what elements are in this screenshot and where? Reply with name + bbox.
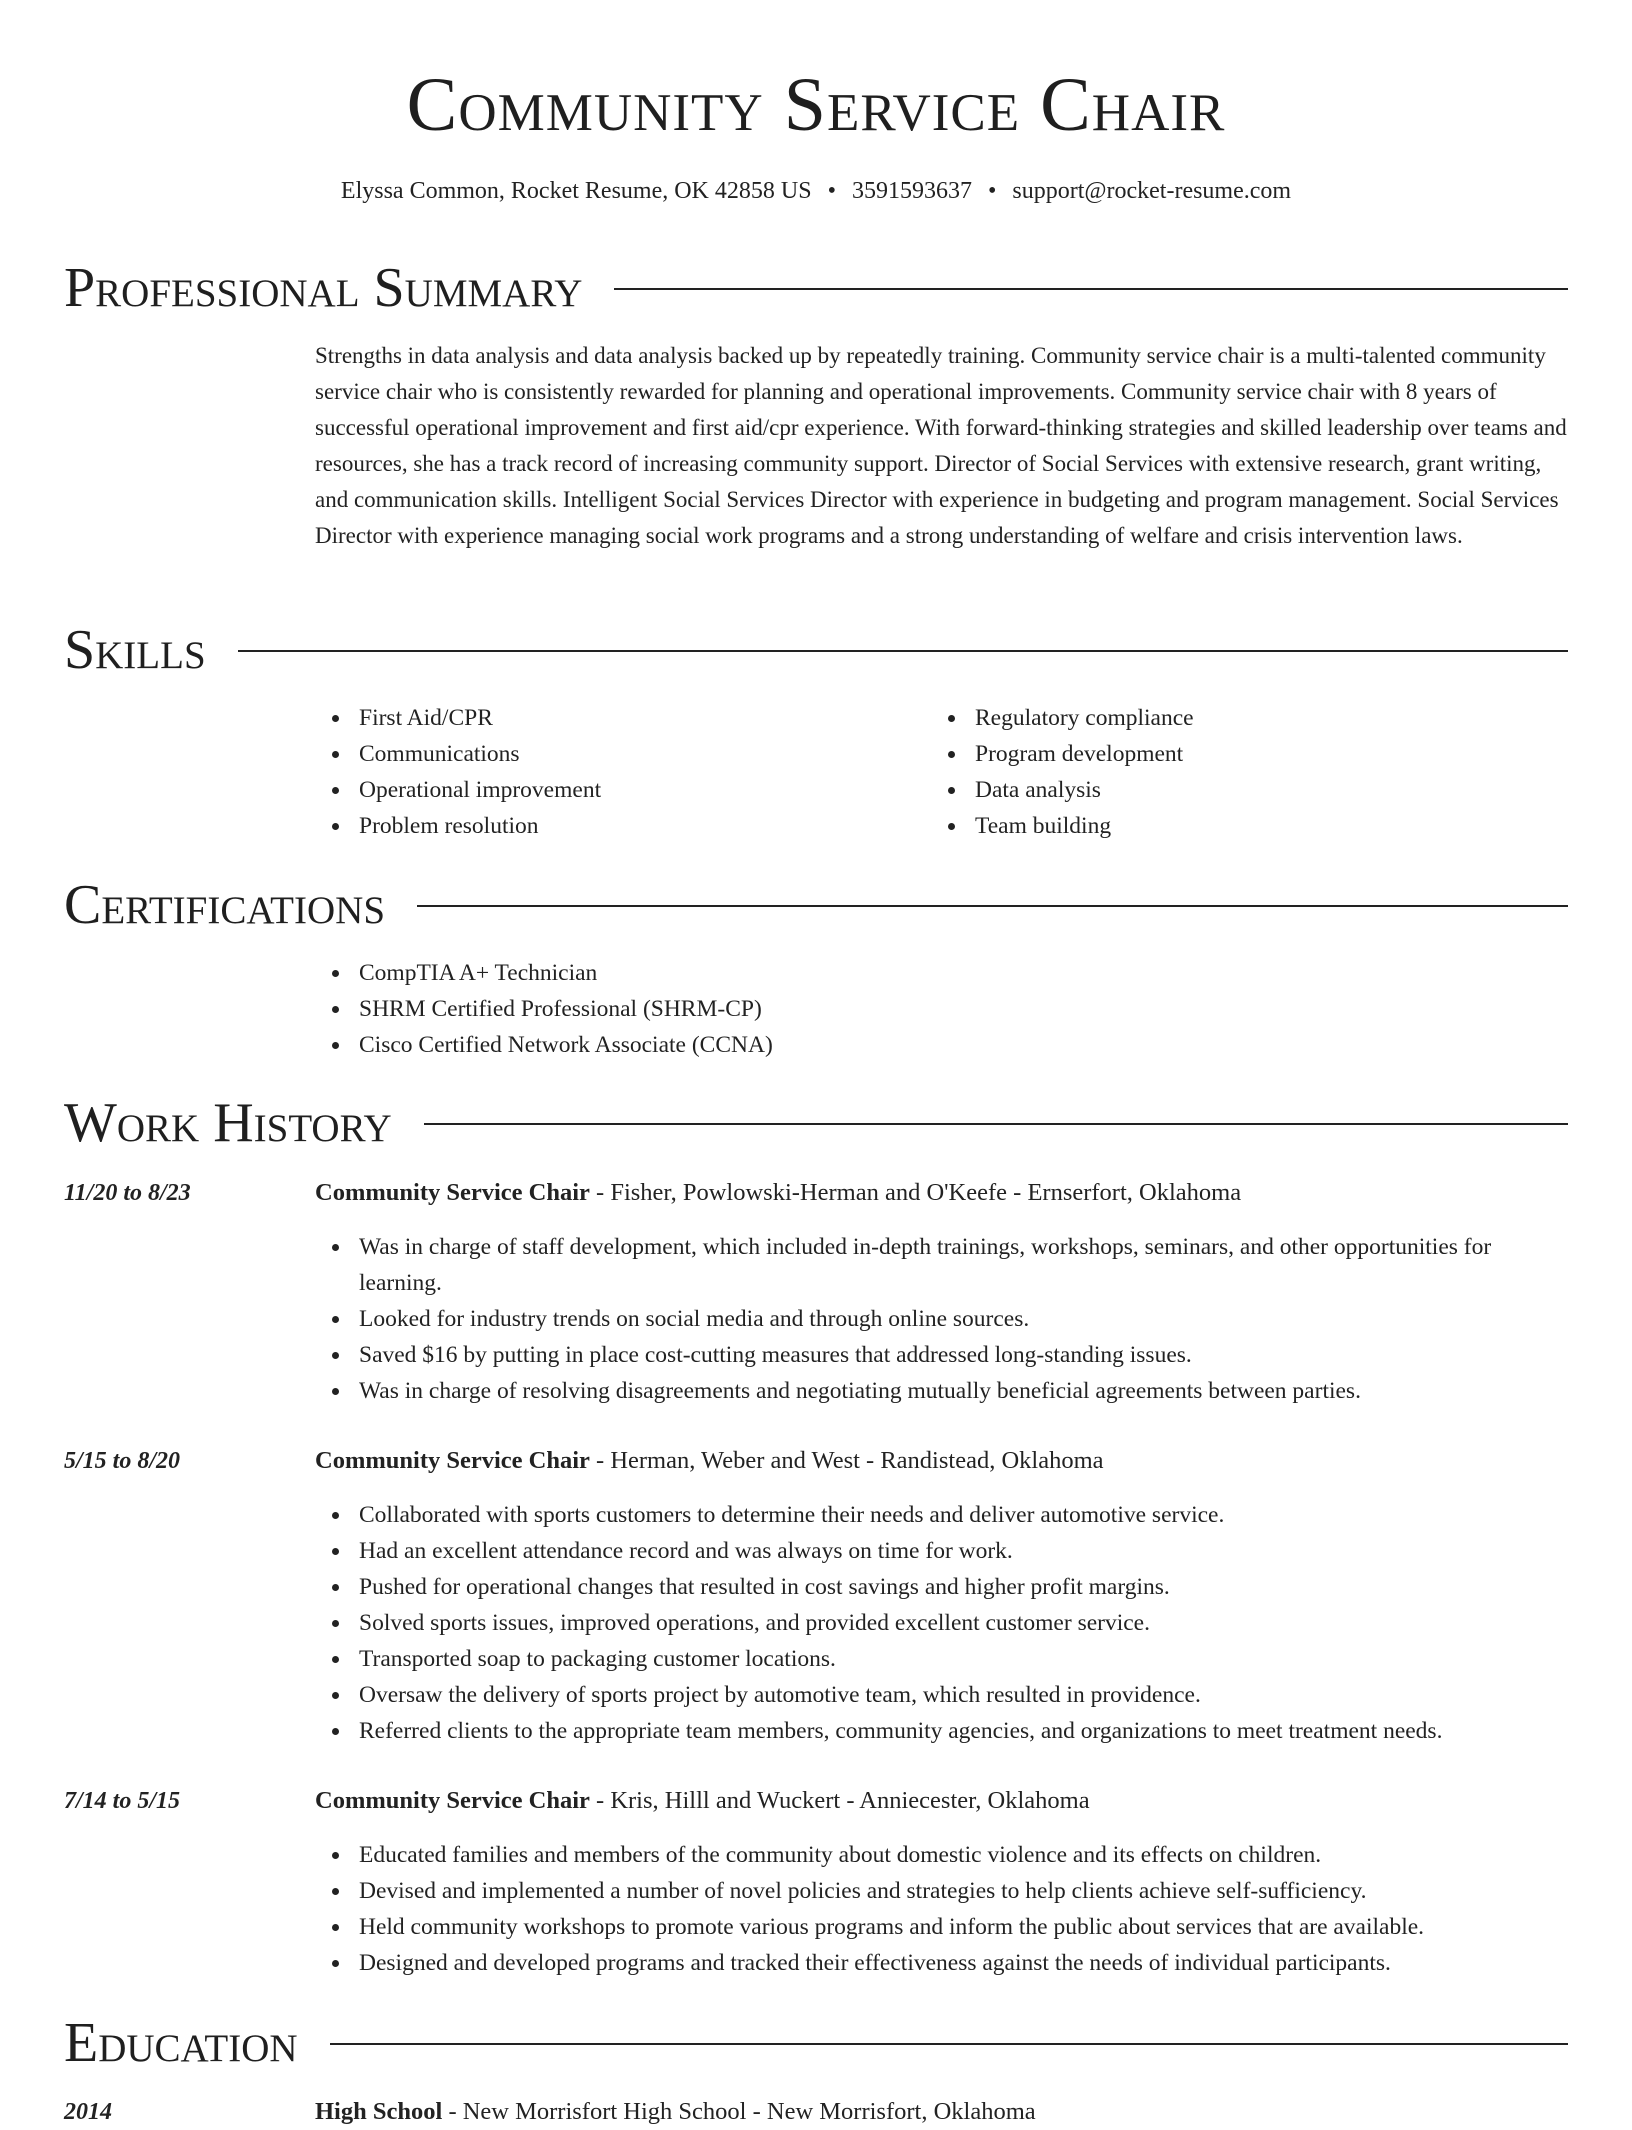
skill-item: Problem resolution [315, 808, 915, 844]
section-header-summary [64, 256, 1568, 320]
contact-separator: • [987, 178, 997, 204]
skill-item: Regulatory compliance [931, 700, 1531, 736]
certification-item: SHRM Certified Professional (SHRM-CP) [315, 991, 1565, 1027]
responsibility-item: Devised and implemented a number of novel policies and strategies to help clients achieve self-sufficiency. [315, 1873, 1575, 1909]
skill-item: Data analysis [931, 772, 1531, 808]
section-divider [330, 2043, 1568, 2045]
section-title: Education [64, 2012, 298, 2074]
responsibility-item: Had an excellent attendance record and was always on time for work. [315, 1533, 1575, 1569]
section-divider [238, 650, 1568, 652]
job-role: Community Service Chair [315, 1179, 590, 1206]
certification-item: Cisco Certified Network Associate (CCNA) [315, 1027, 1565, 1063]
responsibility-item: Was in charge of resolving disagreements and negotiating mutually beneficial agreements between parties. [315, 1373, 1575, 1409]
job-role: Community Service Chair [315, 1787, 590, 1814]
contact-email: support@rocket-resume.com [1012, 178, 1292, 204]
responsibility-item: Educated families and members of the community about domestic violence and its effects on children. [315, 1837, 1575, 1873]
section-header-education [64, 2011, 1568, 2075]
job-responsibilities [315, 1497, 1575, 1749]
skill-item: First Aid/CPR [315, 700, 915, 736]
section-title: Professional Summary [64, 257, 583, 319]
responsibility-item: Transported soap to packaging customer locations. [315, 1641, 1575, 1677]
job-employer: - Herman, Weber and West - Randistead, Oklahoma [589, 1447, 1104, 1474]
skill-item: Team building [931, 808, 1531, 844]
skills-list-right [931, 700, 1531, 844]
responsibility-item: Oversaw the delivery of sports project by automotive team, which resulted in providence. [315, 1677, 1575, 1713]
certification-item: CompTIA A+ Technician [315, 955, 1565, 991]
contact-line [0, 174, 1632, 208]
section-header-work-history [64, 1091, 1568, 1155]
section-header-certifications [64, 873, 1568, 937]
job-dates: 5/15 to 8/20 [64, 1448, 181, 1474]
contact-address: Elyssa Common, Rocket Resume, OK 42858 US [340, 178, 812, 204]
education-school: - New Morrisfort High School - New Morrisfort, Oklahoma [442, 2098, 1036, 2125]
section-title: Certifications [64, 874, 386, 936]
responsibility-item: Designed and developed programs and tracked their effectiveness against the needs of individual participants. [315, 1945, 1575, 1981]
job-responsibilities [315, 1229, 1575, 1409]
skill-item: Operational improvement [315, 772, 915, 808]
job-title-line [315, 1443, 1104, 1479]
certifications-list [315, 955, 1565, 1063]
skill-item: Communications [315, 736, 915, 772]
education-degree: High School [315, 2098, 443, 2125]
education-line [315, 2094, 1036, 2130]
section-header-skills [64, 618, 1568, 682]
section-divider [424, 1123, 1568, 1125]
responsibility-item: Saved $16 by putting in place cost-cutting measures that addressed long-standing issues. [315, 1337, 1575, 1373]
responsibility-item: Collaborated with sports customers to determine their needs and deliver automotive service. [315, 1497, 1575, 1533]
job-responsibilities [315, 1837, 1575, 1981]
section-title: Work History [64, 1092, 392, 1154]
job-dates: 7/14 to 5/15 [64, 1788, 181, 1814]
job-employer: - Kris, Hilll and Wuckert - Anniecester, Oklahoma [589, 1787, 1090, 1814]
skills-list-left [315, 700, 915, 844]
responsibility-item: Looked for industry trends on social media and through online sources. [315, 1301, 1575, 1337]
responsibility-item: Was in charge of staff development, which included in-depth trainings, workshops, seminars, and other opportunities for learning. [315, 1229, 1575, 1301]
job-employer: - Fisher, Powlowski-Herman and O'Keefe - Ernserfort, Oklahoma [589, 1179, 1242, 1206]
responsibility-item: Pushed for operational changes that resulted in cost savings and higher profit margins. [315, 1569, 1575, 1605]
summary-text: Strengths in data analysis and data analysis backed up by repeatedly training. Community service chair is a multi-talented community service chair who is consistently rewarded for planning and operational improvements. Community service chair with 8 years of successful operational improvement and first aid/cpr experience. With forward-thinking strategies and skilled leadership over teams and resources, she has a track record of increasing community support. Director of Social Services with extensive research, grant writing, and communication skills. Intelligent Social Services Director with experience in budgeting and program management. Social Services Director with experience managing social work programs and a strong understanding of welfare and crisis intervention laws. [315, 343, 1567, 548]
responsibility-item: Held community workshops to promote various programs and inform the public about services that are available. [315, 1909, 1575, 1945]
section-divider [417, 905, 1568, 907]
job-role: Community Service Chair [315, 1447, 590, 1474]
section-divider [614, 288, 1568, 290]
contact-phone: 3591593637 [851, 178, 972, 204]
job-dates: 11/20 to 8/23 [64, 1180, 191, 1206]
education-date: 2014 [64, 2099, 112, 2125]
resume-title: Community Service Chair [406, 63, 1226, 147]
job-title-line [315, 1783, 1090, 1819]
section-title: Skills [64, 619, 206, 681]
responsibility-item: Solved sports issues, improved operations, and provided excellent customer service. [315, 1605, 1575, 1641]
contact-separator: • [827, 178, 836, 204]
skill-item: Program development [931, 736, 1531, 772]
job-title-line [315, 1175, 1241, 1211]
responsibility-item: Referred clients to the appropriate team members, community agencies, and organizations to meet treatment needs. [315, 1713, 1575, 1749]
